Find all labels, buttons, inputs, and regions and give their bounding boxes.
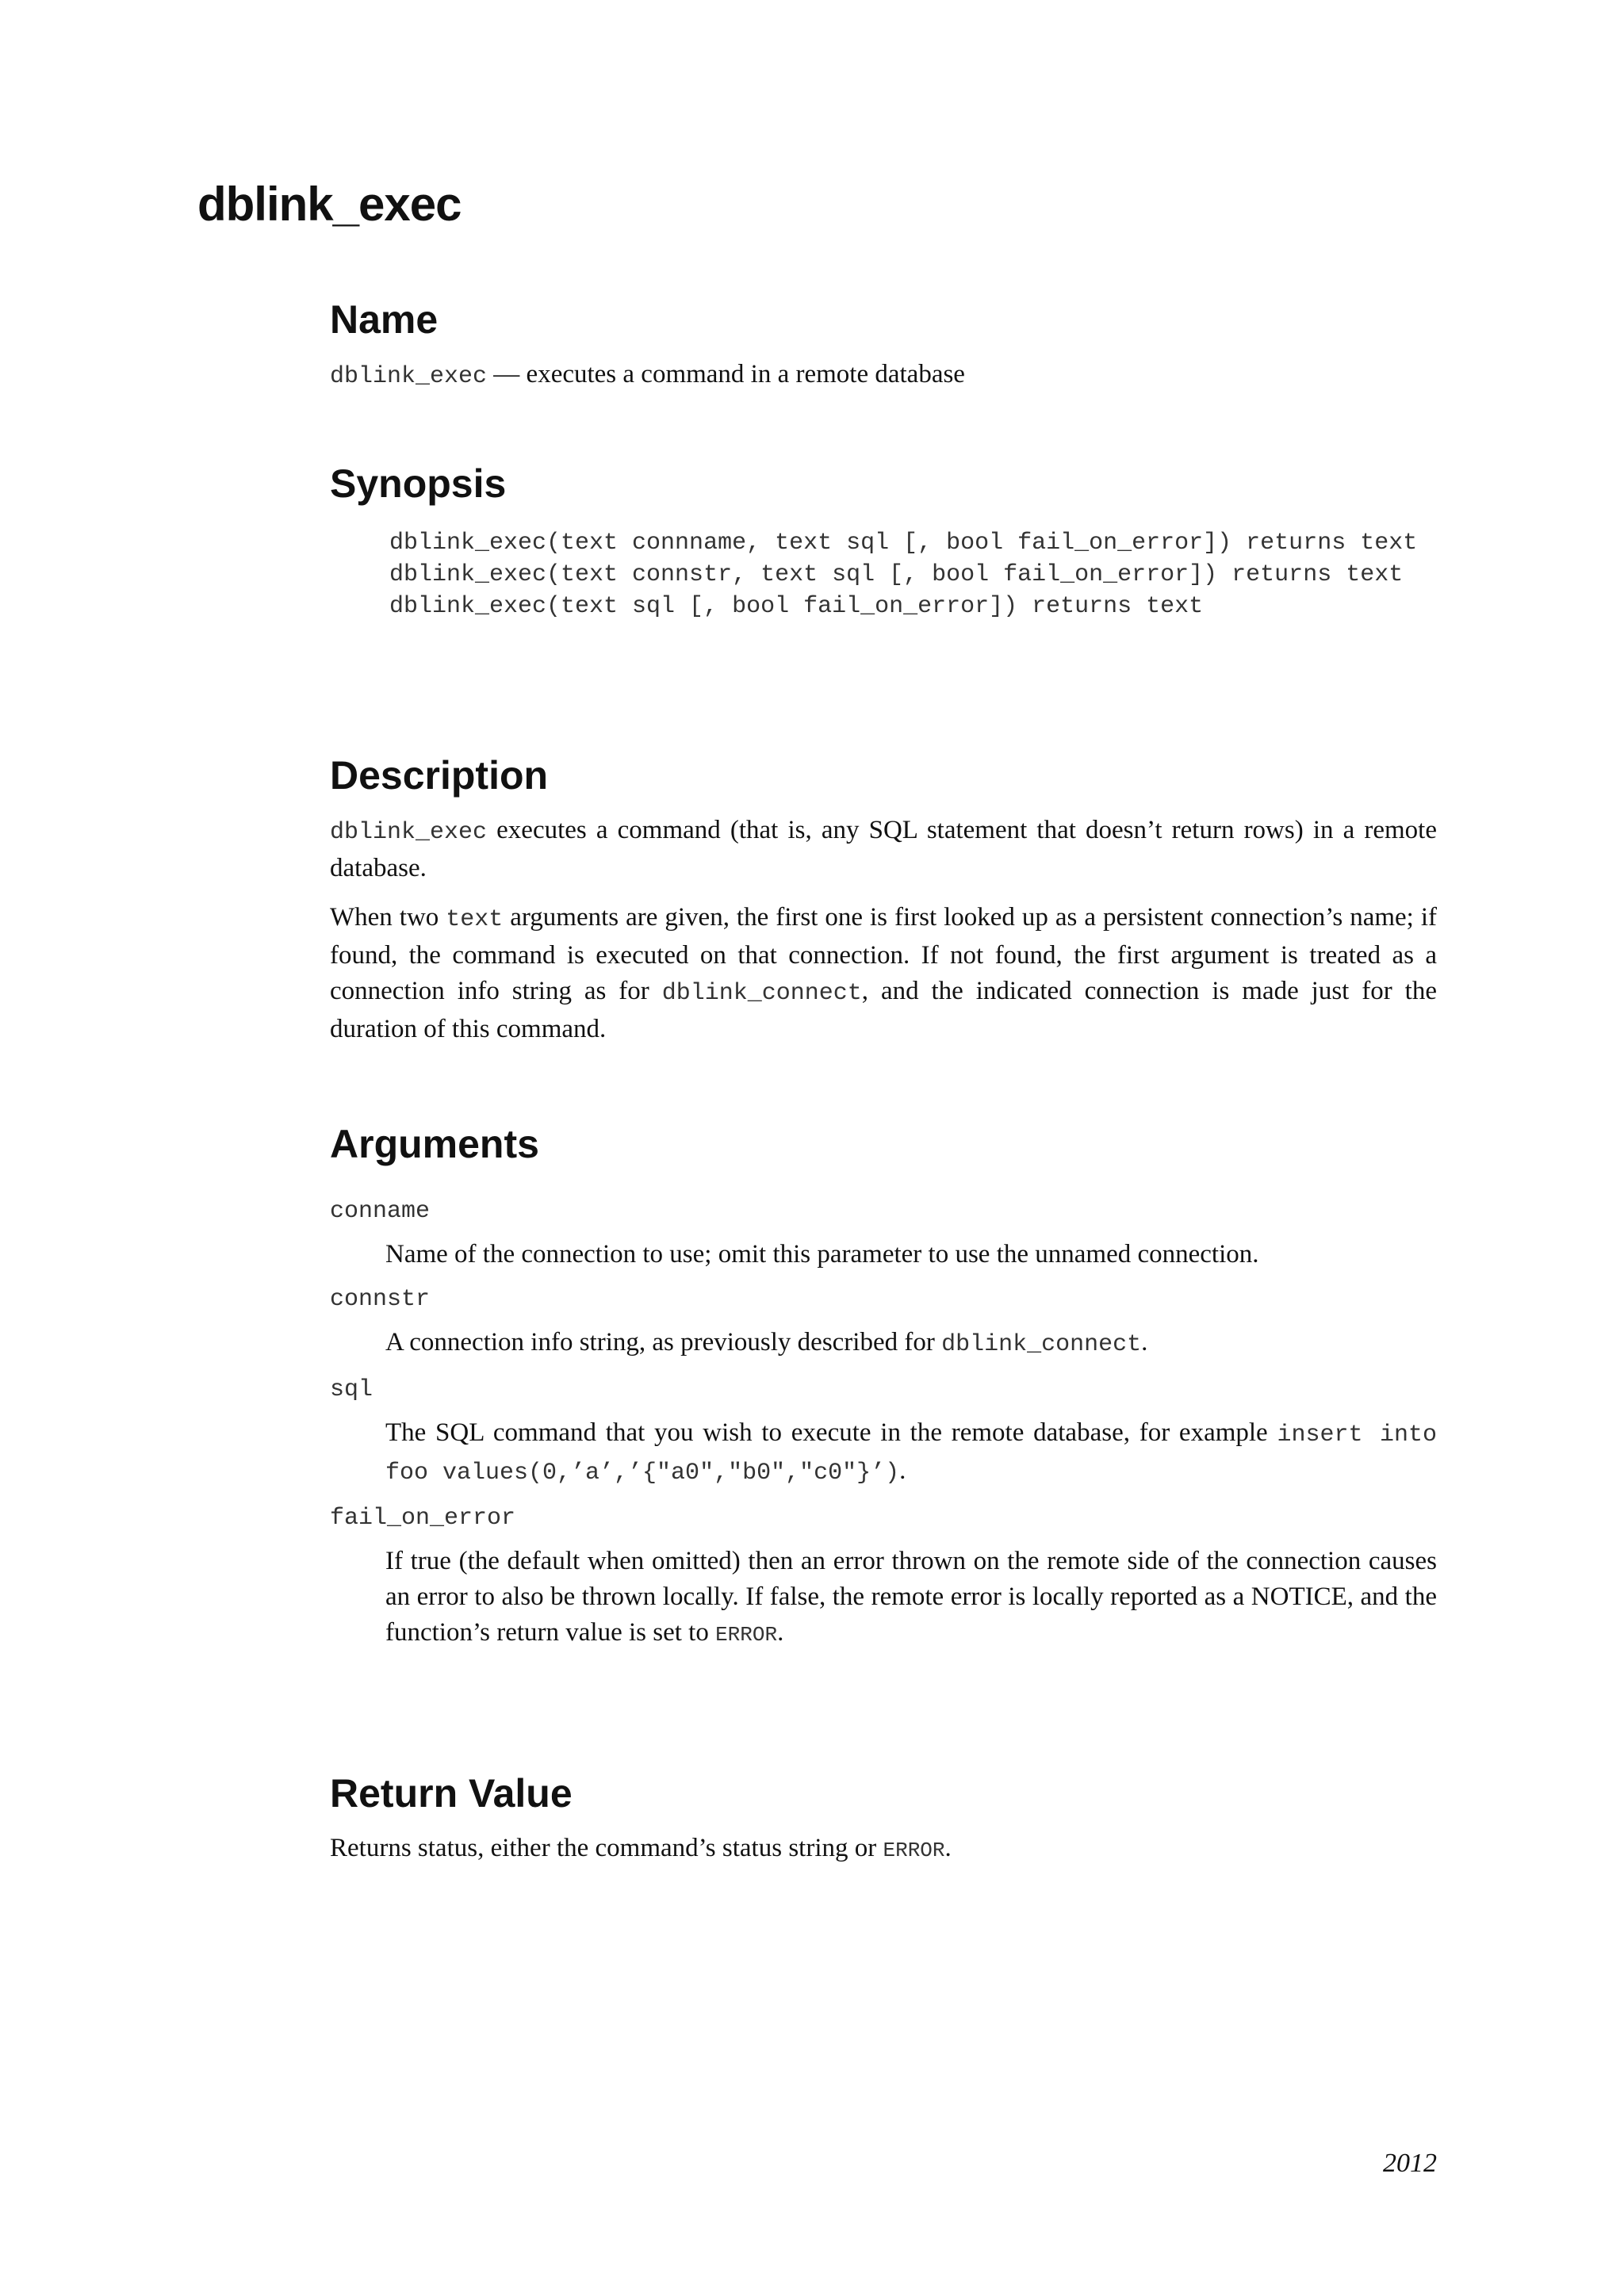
arguments-section	[330, 1124, 1437, 1653]
inline-code: dblink_exec	[330, 819, 488, 846]
text-run: Returns status, either the command’s status string or	[330, 1834, 883, 1862]
synopsis-heading: Synopsis	[330, 461, 507, 506]
function-name: dblink_exec	[330, 363, 488, 390]
argument-description	[330, 1325, 1437, 1363]
return-value-paragraph	[330, 1831, 1437, 1869]
name-heading: Name	[330, 297, 439, 342]
synopsis-code	[330, 527, 1437, 622]
argument-term: sql	[330, 1376, 373, 1403]
arguments-heading: Arguments	[330, 1122, 539, 1166]
text-run: .	[944, 1834, 952, 1862]
page-title: dblink_exec	[197, 178, 462, 231]
inline-code: dblink_connect	[661, 980, 862, 1007]
text-run: , and the indicated connection is made just for the duration of this command.	[330, 977, 1437, 1043]
name-summary	[330, 357, 1437, 395]
synopsis-line: dblink_exec(text connstr, text sql [, bool fail_on_error]) returns text	[389, 561, 1404, 588]
text-run: If true (the default when omitted) then an error thrown on the remote side of the connection causes an error to also be thrown locally. If false, the remote error is locally reported as a NOTICE, and the function’s return value is set to	[385, 1547, 1437, 1647]
text-run: A connection info string, as previously described for	[385, 1328, 942, 1357]
inline-code: insert into foo values(0,’a’,’{"a0","b0","c0"}’)	[385, 1422, 1437, 1487]
name-section	[330, 297, 1437, 395]
description-heading: Description	[330, 753, 549, 798]
synopsis-line: dblink_exec(text connname, text sql [, bool fail_on_error]) returns text	[389, 530, 1418, 557]
text-run: .	[777, 1618, 784, 1647]
text-run: When two	[330, 903, 446, 932]
argument-description	[330, 1415, 1437, 1491]
return-value-heading: Return Value	[330, 1771, 573, 1816]
description-section	[330, 753, 1437, 1047]
text-run: .	[899, 1456, 906, 1485]
description-paragraph	[330, 813, 1437, 886]
text-run: The SQL command that you wish to execute in the remote database, for example	[385, 1418, 1277, 1447]
text-run: .	[1141, 1328, 1148, 1357]
description-paragraph	[330, 900, 1437, 1047]
argument-term: fail_on_error	[330, 1505, 516, 1532]
function-summary: — executes a command in a remote database	[487, 360, 965, 388]
inline-code: ERROR	[715, 1623, 778, 1647]
text-run: arguments are given, the first one is first looked up as a persistent connection’s name; if found, the command is executed on that connection. If not found, the first argument is treated as a connection info string as for	[330, 903, 1437, 1005]
return-value-section	[330, 1771, 1437, 1869]
argument-description	[330, 1544, 1437, 1653]
argument-term: conname	[330, 1198, 431, 1225]
text-run: executes a command (that is, any SQL statement that doesn’t return rows) in a remote database.	[330, 816, 1437, 882]
argument-description: Name of the connection to use; omit this parameter to use the unnamed connection.	[385, 1240, 1259, 1269]
page-number: 2012	[1383, 2149, 1437, 2178]
inline-code: ERROR	[883, 1839, 945, 1862]
inline-code: dblink_connect	[941, 1331, 1142, 1358]
synopsis-line: dblink_exec(text sql [, bool fail_on_error]) returns text	[389, 593, 1204, 620]
synopsis-section	[330, 461, 1437, 622]
inline-code: text	[446, 906, 504, 933]
argument-term: connstr	[330, 1286, 431, 1313]
